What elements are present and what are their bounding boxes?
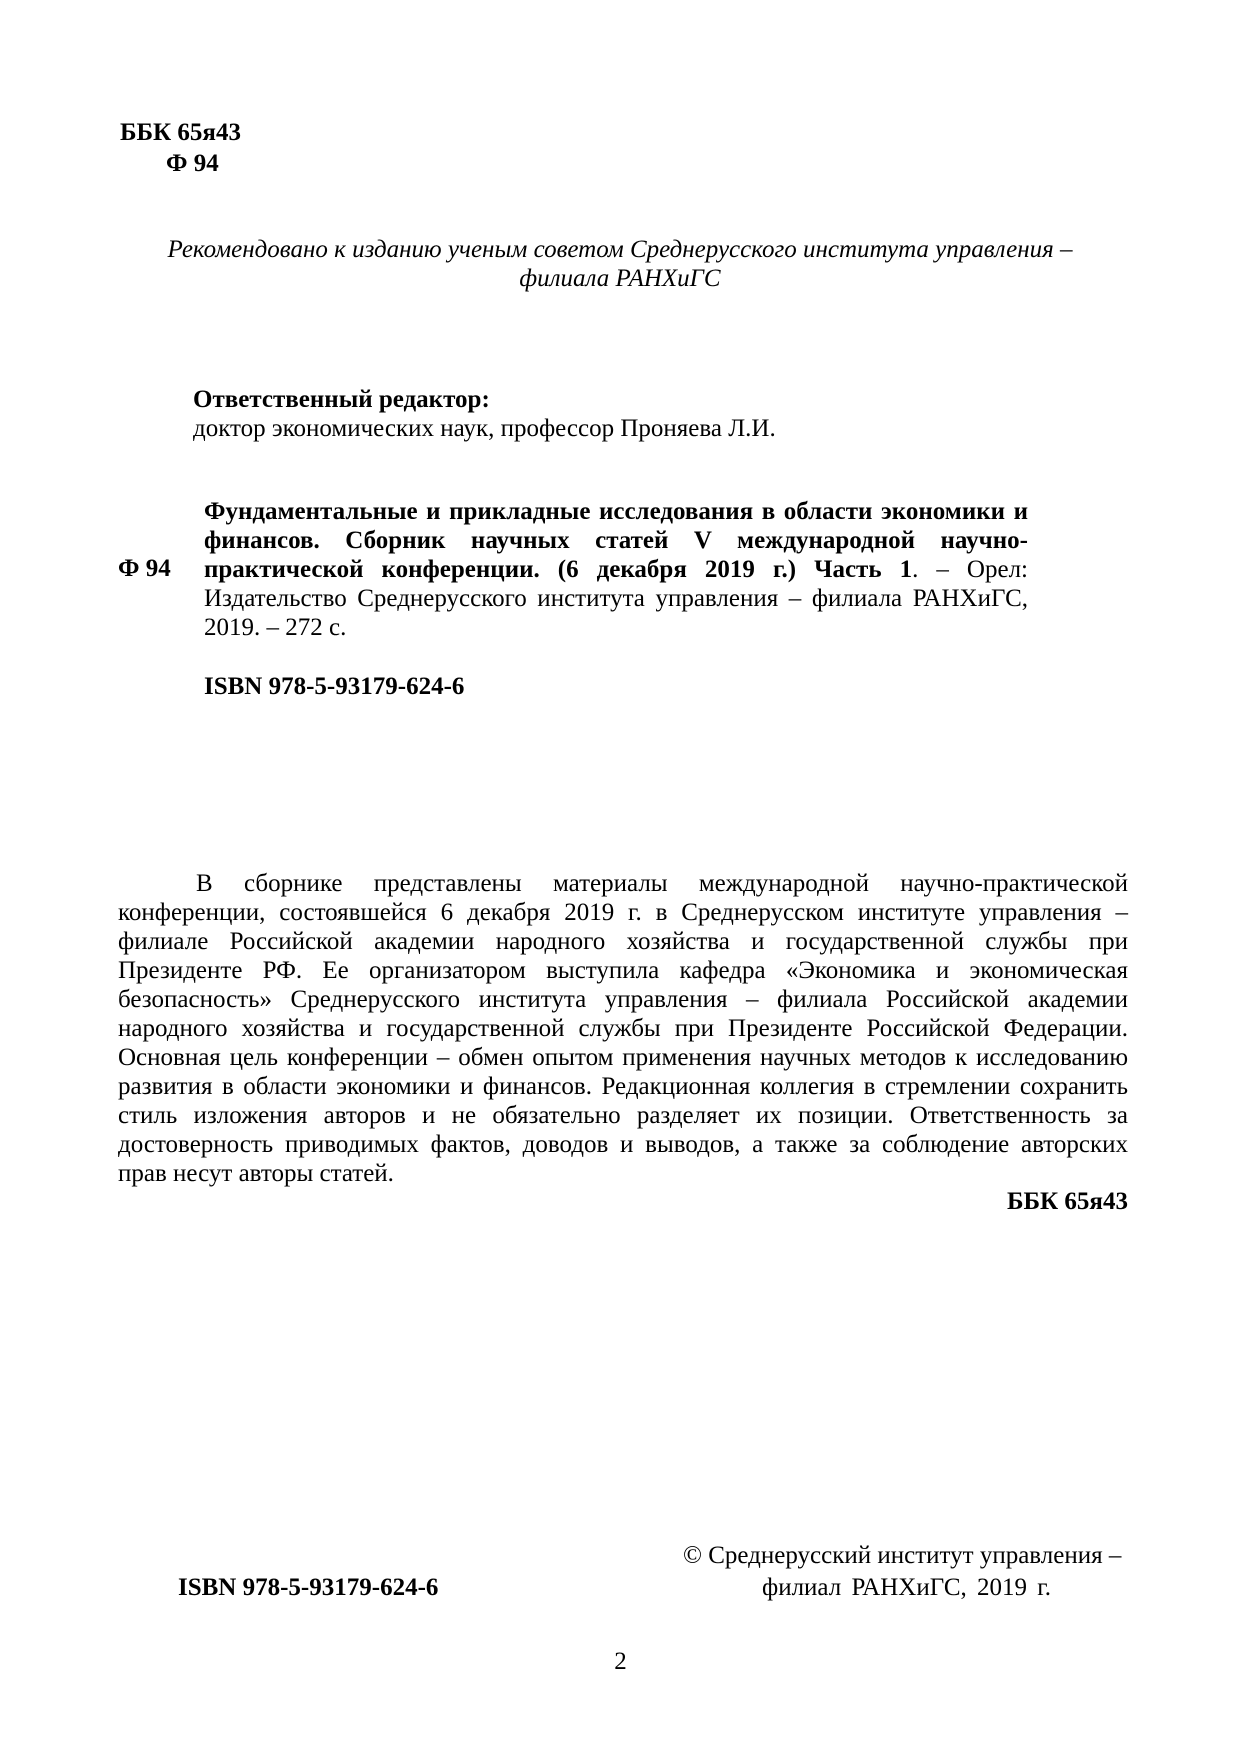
abstract-paragraph: В сборнике представлены материалы международной научно-практической конференции, состоявшейся 6 декабря 2019 г. в Среднерусском институте управления – филиале Российской академии народного хозяйства и государственной службы при Президенте РФ. Ее организатором выступила кафедра «Экономика и экономическая безопасность» Среднерусского института управления – филиала Российской академии народного хозяйства и государственной службы при Президенте Российской Федерации. Основная цель конференции – обмен опытом применения научных методов к исследованию развития в области экономики и финансов. Редакционная коллегия в стремлении сохранить стиль изложения авторов и не обязательно разделяет их позиции. Ответственность за достоверность приводимых фактов, доводов и выводов, а также за соблюдение авторских прав несут авторы статей.	[118, 870, 1128, 1187]
copyright-line-2: филиал РАНХиГС, 2019 г.	[762, 1574, 1051, 1601]
author-mark-top: Ф 94	[166, 150, 219, 177]
bibliographic-description	[204, 497, 1028, 642]
publication-recommendation	[140, 235, 1100, 293]
isbn-footer: ISBN 978-5-93179-624-6	[178, 1574, 439, 1601]
recommendation-line-2: филиала РАНХиГС	[519, 265, 721, 292]
copyright-line-1: © Среднерусский институт управления –	[683, 1542, 1122, 1569]
bbk-code-top: ББК 65я43	[120, 119, 241, 146]
book-title: Фундаментальные и прикладные исследования в области экономики и финансов. Сборник научных статей V международной научно-практической конференции. (6 декабря 2019 г.) Часть 1	[204, 498, 1028, 583]
editor-value: доктор экономических наук, профессор Проняева Л.И.	[193, 415, 776, 442]
editor-label: Ответственный редактор:	[193, 386, 490, 413]
publication-info: . – Орел: Издательство Среднерусского института управления – филиала РАНХиГС, 2019. – 272 с.	[204, 556, 1028, 641]
recommendation-line-1: Рекомендовано к изданию ученым советом Среднерусского института управления –	[167, 236, 1073, 263]
isbn-bibliographic: ISBN 978-5-93179-624-6	[204, 673, 465, 700]
author-mark-bibliographic: Ф 94	[118, 555, 171, 582]
bbk-code-bottom: ББК 65я43	[1007, 1188, 1128, 1215]
page-number: 2	[614, 1648, 627, 1675]
